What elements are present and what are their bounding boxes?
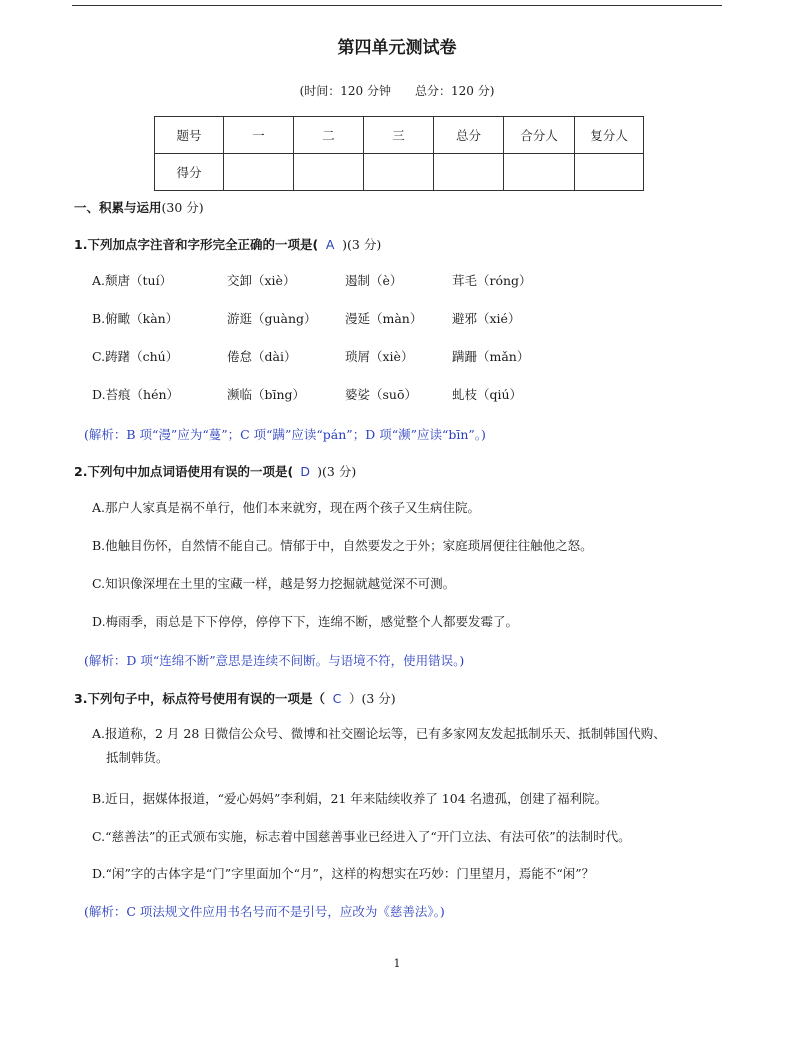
score-header-cell: 一 [224, 117, 294, 154]
option-d: D.“闲”字的古体字是“门”字里面加个“月”，这样的构想实在巧妙：门里望月，焉能不“闲”？ [92, 866, 595, 881]
option-word: 琐屑（xiè） [345, 349, 414, 364]
option-word: 避邪（xié） [452, 311, 521, 326]
exam-info [0, 82, 794, 99]
answer-explanation: (解析：B 项“漫”应为“蔓”；C 项“蹒”应读“pán”；D 项“濒”应读“bīn”。) [84, 427, 486, 442]
option-word: 游逛（guàng） [227, 311, 317, 326]
question-1-stem [74, 235, 381, 253]
option-c: C.“慈善法”的正式颁布实施，标志着中国慈善事业已经进入了“开门立法、有法可依”的法制时代。 [92, 829, 631, 844]
score-header-cell: 复分人 [575, 117, 644, 154]
option-word: 虬枝（qiú） [452, 387, 523, 402]
score-header-cell: 合分人 [504, 117, 575, 154]
score-table [154, 116, 644, 191]
answer-mark: C [332, 691, 342, 706]
section-heading [74, 198, 204, 216]
exam-time: (时间：120 分钟 [299, 84, 391, 98]
option-word: A.颓唐（tuí） [92, 273, 173, 288]
question-text: 3.下列句子中，标点符号使用有误的一项是（ [74, 691, 325, 706]
question-points: )(3 分) [317, 464, 357, 479]
exam-total: 总分：120 分) [415, 84, 495, 98]
option-word: D.苔痕（hén） [92, 387, 180, 402]
option-b: B.他触目伤怀，自然情不能自己。情郁于中，自然要发之于外；家庭琐屑便往往触他之怒。 [92, 538, 593, 553]
option-a [92, 722, 732, 770]
score-table-header-row [155, 117, 644, 154]
section-points: (30 分) [161, 200, 204, 215]
score-table-score-row [155, 154, 644, 191]
answer-mark: A [325, 237, 335, 252]
page-title: 第四单元测试卷 [337, 38, 457, 58]
score-input-cell[interactable] [434, 154, 504, 191]
option-word: B.俯瞰（kàn） [92, 311, 179, 326]
score-header-cell: 三 [364, 117, 434, 154]
page-number: 1 [393, 957, 401, 970]
option-word: 漫延（màn） [345, 311, 423, 326]
question-text: 1.下列加点字注音和字形完全正确的一项是( [74, 237, 319, 252]
option-a-line2: 抵制韩货。 [106, 750, 169, 765]
answer-explanation: (解析：D 项“连绵不断”意思是连续不间断。与语境不符，使用错误。) [84, 653, 465, 668]
option-c: C.知识像深埋在土里的宝藏一样，越是努力挖掘就越觉深不可测。 [92, 576, 456, 591]
score-header-cell: 题号 [155, 117, 224, 154]
option-word: 遏制（è） [345, 273, 403, 288]
score-header-cell: 总分 [434, 117, 504, 154]
score-header-cell: 二 [294, 117, 364, 154]
option-a: A.那户人家真是祸不单行，他们本来就穷，现在两个孩子又生病住院。 [92, 500, 481, 515]
option-word: 倦怠（dài） [227, 349, 297, 364]
score-input-cell[interactable] [504, 154, 575, 191]
score-row-label: 得分 [155, 154, 224, 191]
question-text: 2.下列句中加点词语使用有误的一项是( [74, 464, 294, 479]
question-2-stem [74, 462, 356, 480]
score-input-cell[interactable] [294, 154, 364, 191]
option-word: 茸毛（róng） [452, 273, 532, 288]
score-input-cell[interactable] [224, 154, 294, 191]
option-d: D.梅雨季，雨总是下下停停，停停下下，连绵不断，感觉整个人都要发霉了。 [92, 614, 519, 629]
option-word: 蹒跚（mǎn） [452, 349, 530, 364]
score-input-cell[interactable] [575, 154, 644, 191]
option-b: B.近日，据媒体报道，“爱心妈妈”李利娟，21 年来陆续收养了 104 名遗孤，创建了福利院。 [92, 791, 608, 806]
option-word: C.踌躇（chú） [92, 349, 179, 364]
option-word: 婆娑（suō） [345, 387, 417, 402]
answer-mark: D [300, 464, 310, 479]
option-word: 交卸（xiè） [227, 273, 296, 288]
question-3-stem [74, 689, 396, 707]
question-points: ）(3 分) [348, 691, 396, 706]
question-points: )(3 分) [342, 237, 382, 252]
section-title: 一、积累与运用 [74, 200, 162, 215]
answer-explanation: (解析：C 项法规文件应用书名号而不是引号，应改为《慈善法》。) [84, 904, 445, 919]
top-rule [72, 5, 722, 6]
option-word: 濒临（bīng） [227, 387, 306, 402]
option-a-line1: A.报道称，2 月 28 日微信公众号、微博和社交圈论坛等，已有多家网友发起抵制乐天、抵制韩国代购、 [92, 726, 666, 741]
score-input-cell[interactable] [364, 154, 434, 191]
